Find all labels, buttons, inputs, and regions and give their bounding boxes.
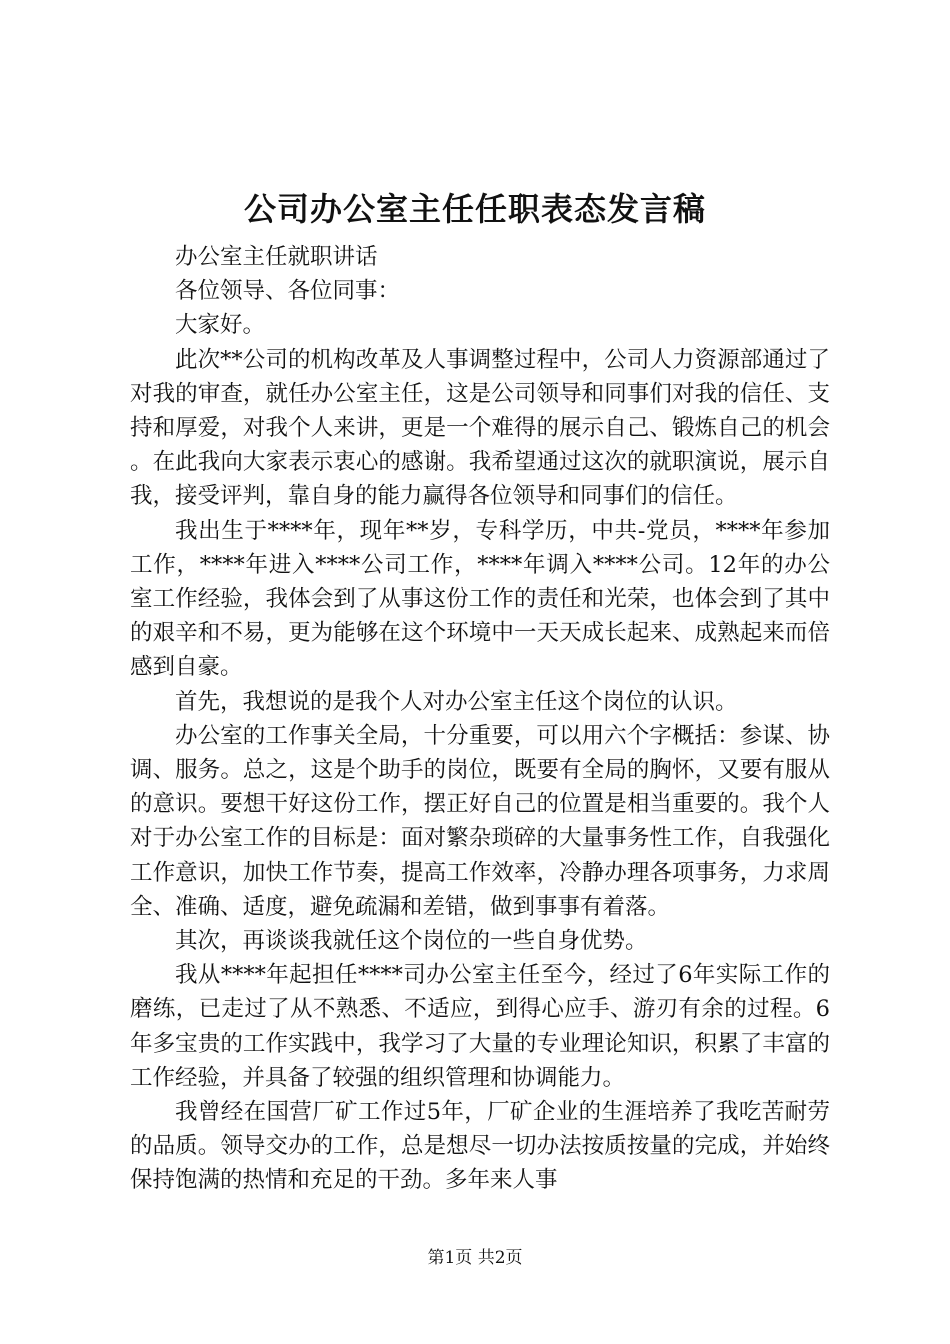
document-body — [130, 240, 830, 1198]
paragraph-factory-work: 我曾经在国营厂矿工作过5年，厂矿企业的生涯培养了我吃苦耐劳的品质。领导交办的工作，总是想尽一切办法按质按量的完成，并始终保持饱满的热情和充足的干劲。多年来人事 — [130, 1099, 830, 1194]
paragraph-background: 我出生于****年，现年**岁，专科学历，中共-党员，****年参加工作，****年进入****公司工作，****年调入****公司。12年的办公室工作经验，我体会到了从事这份工作的责任和光荣，也体会到了其中的艰辛和不易，更为能够在这个环境中一天天成长起来、成熟起来而倍感到自豪。 — [130, 517, 830, 681]
paragraph-heading: 办公室主任就职讲话 — [175, 244, 378, 270]
page-number-footer: 第1页 共2页 — [427, 1248, 523, 1268]
paragraph-office-role: 办公室的工作事关全局，十分重要，可以用六个字概括：参谋、协调、服务。总之，这是个助手的岗位，既要有全局的胸怀，又要有服从的意识。要想干好这份工作，摆正好自己的位置是相当重要的。我个人对于办公室工作的目标是：面对繁杂琐碎的大量事务性工作，自我强化工作意识，加快工作节奏，提高工作效率，冷静办理各项事务，力求周全、准确、适度，避免疏漏和差错，做到事事有着落。 — [130, 722, 830, 920]
paragraph-greeting: 大家好。 — [175, 312, 266, 339]
paragraph-first-point: 首先，我想说的是我个人对办公室主任这个岗位的认识。 — [175, 688, 738, 715]
paragraph-experience: 我从****年起担任****司办公室主任至今，经过了6年实际工作的磨练，已走过了从不熟悉、不适应，到得心应手、游刃有余的过程。6年多宝贵的工作实践中，我学习了大量的专业理论知识，积累了丰富的工作经验，并具备了较强的组织管理和协调能力。 — [130, 962, 830, 1091]
document-title: 公司办公室主任任职表态发言稿 — [243, 190, 706, 228]
paragraph-salutation: 各位领导、各位同事： — [175, 278, 401, 305]
paragraph-introduction: 此次**公司的机构改革及人事调整过程中，公司人力资源部通过了对我的审查，就任办公室主任，这是公司领导和同事们对我的信任、支持和厚爱，对我个人来讲，更是一个难得的展示自己、锻炼自己的机会。在此我向大家表示衷心的感谢。我希望通过这次的就职演说，展示自我，接受评判，靠自身的能力赢得各位领导和同事们的信任。 — [130, 346, 830, 510]
paragraph-second-point: 其次，再谈谈我就任这个岗位的一些自身优势。 — [175, 928, 648, 955]
